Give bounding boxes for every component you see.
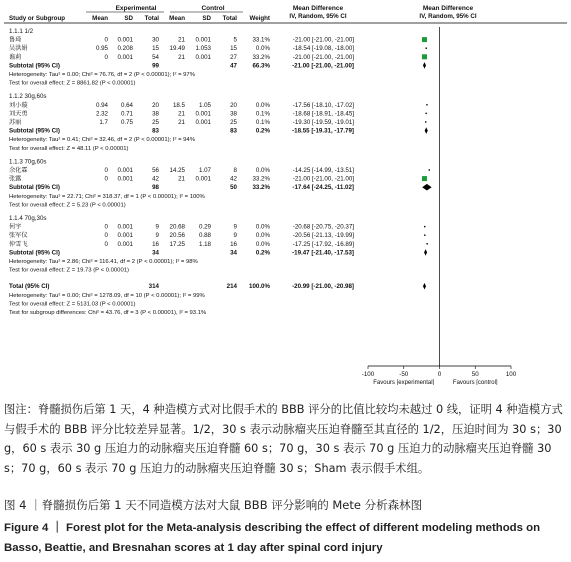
subtotal-label: Total (95% CI) (9, 283, 50, 291)
weight-cell: 33.2% (252, 53, 270, 61)
stat-note: Heterogeneity: Tau² = 0.00; Chi² = 1278.09, df = 10 (P < 0.00001); I² = 99% (9, 292, 205, 299)
weight-cell: 0.0% (255, 167, 270, 174)
exp-sd-cell: 0.001 (117, 223, 133, 231)
ctrl-mean-cell: 21 (178, 175, 185, 183)
ctrl-total-cell: 83 (230, 127, 237, 135)
mean-difference-subheader: IV, Random, 95% CI (289, 13, 347, 20)
exp-mean-cell: 0 (104, 240, 108, 248)
ctrl-total-cell: 8 (233, 167, 237, 174)
column-header: SD (202, 15, 211, 22)
ci-cell: -21.00 [-21.00, -21.00] (292, 62, 354, 70)
ctrl-sd-cell: 0.88 (198, 232, 211, 240)
ctrl-mean-cell: 19.49 (169, 45, 185, 53)
ctrl-sd-cell: 0.001 (195, 110, 211, 118)
ctrl-total-cell: 16 (230, 240, 237, 248)
study-marker (422, 37, 427, 42)
ci-cell: -19.47 [-21.40, -17.53] (292, 249, 354, 257)
ci-cell: -18.68 [-18.91, -18.45] (292, 110, 354, 118)
column-header: Mean (169, 15, 185, 22)
ci-cell: -20.56 [-21.13, -19.99] (292, 232, 354, 240)
exp-total-cell: 16 (152, 240, 159, 248)
ctrl-total-cell: 9 (233, 232, 237, 240)
column-header: Total (144, 15, 159, 22)
ctrl-mean-cell: 18.5 (172, 101, 185, 109)
ci-cell: -18.55 [-19.31, -17.79] (292, 127, 354, 135)
ctrl-sd-cell: 0.001 (195, 119, 211, 126)
ci-cell: -19.30 [-19.59, -19.01] (292, 119, 354, 126)
ctrl-total-cell: 27 (230, 53, 237, 61)
x-tick-label: -50 (399, 371, 409, 378)
exp-mean-cell: 1.7 (99, 119, 108, 126)
exp-mean-cell: 0.94 (95, 101, 108, 109)
exp-sd-cell: 0.208 (117, 45, 133, 53)
ctrl-mean-cell: 21 (178, 119, 185, 126)
ctrl-sd-cell: 1.05 (198, 101, 211, 109)
exp-sd-cell: 0.001 (117, 240, 133, 248)
x-tick-label: -100 (361, 371, 375, 378)
ctrl-total-cell: 5 (233, 36, 237, 44)
exp-sd-cell: 0.75 (120, 119, 133, 126)
study-label: 苏丽 (9, 119, 22, 126)
x-tick-label: 0 (437, 371, 442, 378)
stat-note: Test for subgroup differences: Chi² = 43.76, df = 3 (P < 0.00001), I² = 93.1% (9, 310, 207, 316)
x-tick-label: 100 (505, 371, 517, 378)
study-marker (422, 176, 427, 181)
study-label: 刘天勇 (9, 110, 28, 118)
ctrl-mean-cell: 20.68 (169, 223, 185, 231)
subtotal-label: Subtotal (95% CI) (9, 249, 60, 257)
weight-cell: 33.2% (252, 184, 270, 192)
weight-cell: 0.2% (255, 249, 270, 257)
exp-mean-cell: 2.32 (95, 110, 108, 118)
stat-note: Heterogeneity: Tau² = 0.00; Chi² = 76.76, df = 2 (P < 0.00001); I² = 97% (9, 72, 195, 78)
subgroup-heading: 1.1.2 30g,60s (9, 93, 47, 101)
exp-total-cell: 30 (152, 36, 159, 44)
ctrl-sd-cell: 0.29 (198, 223, 211, 231)
subtotal-label: Subtotal (95% CI) (9, 184, 60, 192)
exp-total-cell: 314 (148, 283, 159, 291)
study-label: 吴洪娟 (9, 45, 28, 53)
ctrl-sd-cell: 0.001 (195, 175, 211, 183)
subtotal-label: Subtotal (95% CI) (9, 62, 60, 70)
study-label: 余化霖 (9, 167, 28, 174)
favours-right-label: Favours [control] (452, 380, 498, 385)
exp-total-cell: 25 (152, 119, 159, 126)
summary-diamond (423, 283, 426, 290)
ci-cell: -20.68 [-20.75, -20.37] (292, 223, 354, 231)
summary-diamond (422, 184, 431, 191)
study-label: 仲雪飞 (9, 240, 28, 248)
weight-cell: 0.0% (255, 240, 270, 248)
ctrl-sd-cell: 0.001 (195, 36, 211, 44)
summary-diamond (423, 62, 426, 69)
weight-cell: 100.0% (249, 283, 270, 291)
study-marker (429, 169, 430, 170)
stat-note: Test for overall effect: Z = 19.73 (P < 0.00001) (9, 267, 129, 274)
ctrl-total-cell: 50 (230, 184, 237, 192)
study-marker (426, 48, 427, 49)
forest-plot-area (362, 27, 517, 385)
study-label: 刘小璇 (9, 101, 28, 109)
exp-total-cell: 54 (152, 53, 159, 61)
ctrl-total-cell: 42 (230, 175, 237, 183)
exp-mean-cell: 0.95 (95, 45, 108, 53)
weight-cell: 0.0% (255, 223, 270, 231)
figure-title-en: Figure 4 ｜ Forest plot for the Meta-analysis describing the effect of different modeling methods on Basso, Beattie, and Bresnahan scores at 1 day after spinal cord injury (4, 522, 541, 554)
exp-sd-cell: 0.001 (117, 167, 133, 174)
ctrl-sd-cell: 1.053 (195, 45, 211, 53)
x-tick-label: 50 (471, 371, 479, 378)
weight-cell: 0.0% (255, 232, 270, 240)
stat-note: Heterogeneity: Tau² = 22.71; Chi² = 318.37, df = 1 (P < 0.00001); I² = 100% (9, 193, 205, 200)
exp-mean-cell: 0 (104, 175, 108, 183)
study-marker (425, 113, 426, 114)
ci-cell: -14.25 [-14.99, -13.51] (292, 167, 354, 174)
ctrl-total-cell: 34 (230, 249, 237, 257)
ctrl-total-cell: 15 (230, 45, 237, 53)
ci-cell: -21.00 [-21.00, -21.00] (292, 36, 354, 44)
exp-total-cell: 98 (152, 184, 159, 192)
column-header: Weight (249, 15, 270, 22)
ctrl-mean-cell: 21 (178, 110, 185, 118)
exp-sd-cell: 0.71 (120, 110, 133, 118)
exp-sd-cell: 0.64 (120, 101, 133, 109)
column-header: SD (124, 15, 133, 22)
experimental-group-header: Experimental (115, 5, 157, 12)
weight-cell: 0.1% (255, 119, 270, 126)
ctrl-mean-cell: 20.56 (169, 232, 185, 240)
ctrl-mean-cell: 17.25 (169, 240, 185, 248)
subtotal-label: Subtotal (95% CI) (9, 127, 60, 135)
exp-total-cell: 9 (155, 232, 159, 240)
ctrl-total-cell: 214 (226, 283, 237, 291)
ci-cell: -17.25 [-17.92, -16.89] (292, 240, 354, 248)
study-marker (426, 243, 427, 244)
plot-title-header: Mean Difference (422, 5, 474, 12)
study-marker (426, 104, 427, 105)
stat-note: Heterogeneity: Tau² = 0.41; Chi² = 32.46, df = 2 (P < 0.00001); I² = 94% (9, 137, 195, 144)
exp-total-cell: 83 (152, 127, 159, 135)
forest-rows (9, 28, 354, 316)
study-marker (425, 121, 426, 122)
exp-mean-cell: 0 (104, 53, 108, 61)
exp-mean-cell: 0 (104, 167, 108, 174)
mean-difference-header: Mean Difference (292, 5, 344, 12)
weight-cell: 33.1% (252, 36, 270, 44)
exp-sd-cell: 0.001 (117, 175, 133, 183)
column-header: Mean (92, 15, 108, 22)
forest-header (4, 5, 567, 23)
stat-note: Test for overall effect: Z = 48.11 (P < 0.00001) (9, 145, 129, 152)
ci-cell: -17.56 [-18.10, -17.02] (292, 101, 354, 109)
weight-cell: 0.0% (255, 45, 270, 53)
ctrl-sd-cell: 1.18 (198, 240, 211, 248)
ci-cell: -21.00 [-21.00, -21.00] (292, 175, 354, 183)
study-marker (424, 226, 425, 227)
study-label: 谯莉 (9, 53, 22, 61)
ctrl-mean-cell: 21 (178, 53, 185, 61)
ctrl-total-cell: 38 (230, 110, 237, 118)
exp-total-cell: 42 (152, 175, 159, 183)
column-header: Total (222, 15, 237, 22)
ctrl-total-cell: 9 (233, 223, 237, 231)
ctrl-sd-cell: 0.001 (195, 53, 211, 61)
ctrl-total-cell: 20 (230, 101, 237, 109)
stat-note: Test for overall effect: Z = 5131.03 (P < 0.00001) (9, 301, 136, 308)
ctrl-sd-cell: 1.07 (198, 167, 211, 174)
weight-cell: 66.3% (252, 62, 270, 70)
exp-total-cell: 34 (152, 249, 159, 257)
exp-total-cell: 99 (152, 62, 159, 70)
study-marker (424, 235, 425, 236)
exp-mean-cell: 0 (104, 223, 108, 231)
favours-left-label: Favours [experimental] (373, 380, 435, 385)
ctrl-mean-cell: 21 (178, 36, 185, 44)
subgroup-heading: 1.1.1 1/2 (9, 28, 34, 35)
study-marker (422, 54, 427, 59)
exp-sd-cell: 0.001 (117, 36, 133, 44)
summary-diamond (425, 127, 428, 134)
exp-mean-cell: 0 (104, 232, 108, 240)
weight-cell: 33.2% (252, 175, 270, 183)
ctrl-total-cell: 25 (230, 119, 237, 126)
ci-cell: -21.00 [-21.00, -21.00] (292, 53, 354, 61)
exp-total-cell: 9 (155, 223, 159, 231)
ctrl-total-cell: 47 (230, 62, 237, 70)
weight-cell: 0.2% (255, 127, 270, 135)
exp-total-cell: 15 (152, 45, 159, 53)
exp-total-cell: 56 (152, 167, 159, 174)
subgroup-heading: 1.1.3 70g,60s (9, 158, 47, 166)
stat-note: Heterogeneity: Tau² = 2.86; Chi² = 116.41, df = 2 (P < 0.00001); I² = 98% (9, 259, 198, 265)
summary-diamond (424, 249, 427, 256)
study-label: 鲁琦 (9, 36, 22, 44)
exp-mean-cell: 0 (104, 36, 108, 44)
column-header: Study or Subgroup (9, 15, 66, 22)
figure-caption: 图注：脊髓损伤后第 1 天，4 种造模方式对比假手术的 BBB 评分的比值比较均未越过 0 线，证明 4 种造模方式与假手术的 BBB 评分比较差异显著。1/2，30 s 表示动脉瘤夹压迫脊髓至其直径的 1/2，压迫时间为 30 s；30 g，60 s 表示 30 g 压迫力的动脉瘤夹压迫脊髓 60 s；70 g，30 s 表示 70 g 压迫力的动脉瘤夹压迫脊髓 30 s；70 g，60 s 表示 70 g 压迫力的动脉瘤夹压迫脊髓 30 s；Sham 表示假手术组。 (4, 403, 563, 475)
ci-cell: -17.64 [-24.25, -11.02] (292, 184, 354, 192)
study-label: 张军仪 (9, 232, 28, 240)
ci-cell: -20.99 [-21.00, -20.98] (292, 283, 354, 291)
control-group-header: Control (201, 5, 225, 12)
subgroup-heading: 1.1.4 70g,30s (9, 215, 47, 222)
weight-cell: 0.0% (255, 101, 270, 109)
ctrl-mean-cell: 14.25 (169, 167, 185, 174)
stat-note: Test for overall effect: Z = 8861.82 (P < 0.00001) (9, 80, 136, 87)
plot-subtitle-header: IV, Random, 95% CI (419, 13, 477, 20)
study-label: 张露 (9, 175, 22, 183)
stat-note: Test for overall effect: Z = 5.23 (P < 0.00001) (9, 202, 126, 209)
figure-title-cn: 图 4 ｜脊髓损伤后第 1 天不同造模方法对大鼠 BBB 评分影响的 Mete 分析森林图 (4, 498, 423, 512)
exp-sd-cell: 0.001 (117, 232, 133, 240)
weight-cell: 0.1% (255, 110, 270, 118)
ci-cell: -18.54 [-19.08, -18.00] (292, 45, 354, 53)
study-label: 何宇 (9, 223, 22, 231)
exp-total-cell: 38 (152, 110, 159, 118)
exp-sd-cell: 0.001 (117, 53, 133, 61)
exp-total-cell: 20 (152, 101, 159, 109)
